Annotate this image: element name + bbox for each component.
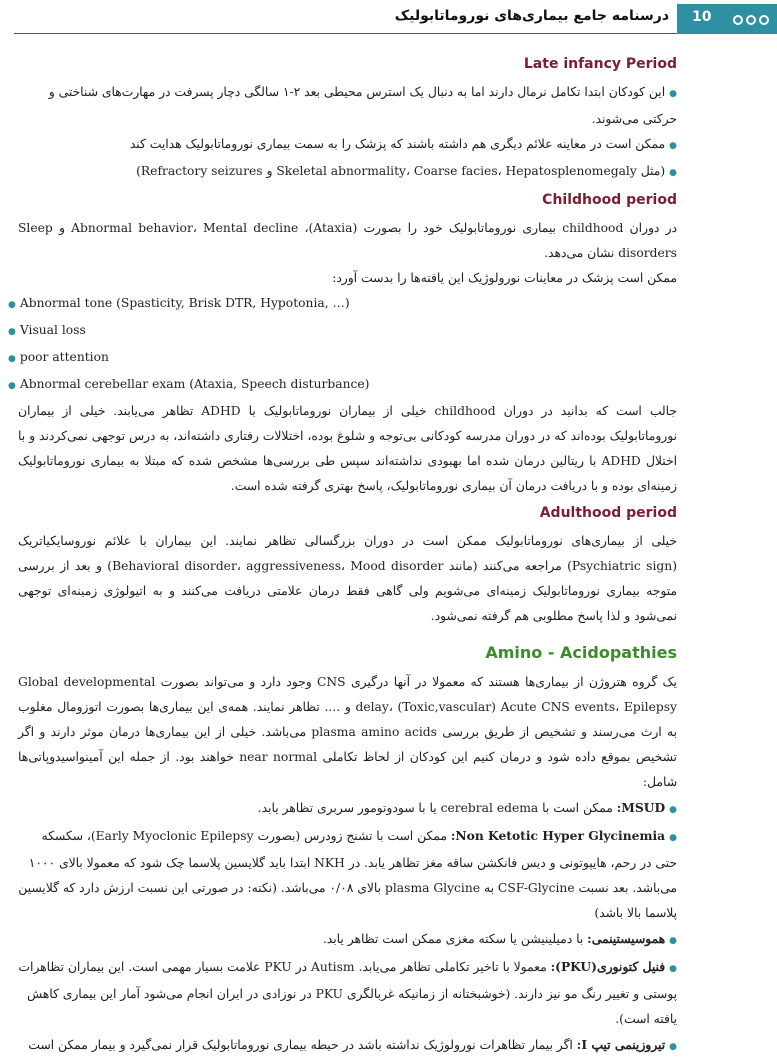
bullet-icon: ● bbox=[669, 89, 677, 99]
list-item: ●هموسیستینمی: با دمیلینیشن یا سکته مغزی ممکن است تظاهر یابد. bbox=[322, 931, 677, 946]
list-item: ●ممکن است در معاینه علائم دیگری هم داشته باشند که پزشک را به سمت بیماری نوروماتابولیک هدایت کند bbox=[129, 137, 677, 151]
paragraph: در دوران childhood بیماری نوروماتابولیک خود را بصورت (Ataxia)، Abnormal behavior، Mental decline و Sleep disorders نشان می‌دهد. bbox=[18, 221, 677, 260]
list-item: ●فنیل کتونوری(PKU): معمولا با تاخیر تکاملی تظاهر می‌یابد. Autism در PKU علامت بسیار مهمی است. این بیماران تظاهرات پوستی و تغییر رنگ مو نیز دارند. (خوشبختانه از زمانیکه غربالگری PKU در نوزادی در ایران انجام می‌شود آمار این بیماری کاهش یافته است). bbox=[18, 959, 677, 1026]
paragraph: جالب است که بدانید در دوران childhood خیلی از بیماران نوروماتابولیک با ADHD تظاهر می‌یابند. خیلی از بیماران نوروماتابولیک بوده‌اند که در دوران مدرسه کودکانی بی‌توجه و شلوغ بوده، اختلالات رفتاری داشته‌اند، به درس توجهی نمی‌کردند و با اختلال ADHD با ریتالین درمان شده اما بهبودی نداشته‌اند سپس طی بررسی‌ها مشخص شده که مبتلا به بیماری نوروماتابولیک زمینه‌ای بوده و با دریافت درمان آن بیماری نوروماتابولیک، پاسخ بهتری گرفته شده است. bbox=[18, 404, 677, 493]
list-item: ●این کودکان ابتدا تکامل نرمال دارند اما به دنبال یک استرس محیطی بعد ۲-۱ سالگی دچار پسرفت در مهارت‌های شناختی و حرکتی می‌شوند. bbox=[48, 85, 677, 126]
list-item: ●Non Ketotic Hyper Glycinemia: ممکن است با تشنج زودرس (بصورت Early Myoclonic Epilepsy)، سکسکه حتی در رحم، هایپوتونی و دیس فانکشن ساقه مغز تظاهر یابد. در NKH ابتدا باید گلایسین پلاسما چک شود که معمولا بالای ۱۰۰۰ می‌باشد. بعد نسبت CSF-Glycine به plasma Glycine بالای ۰/۰۸ می‌باشد. (نکته: در صورتی این نسبت ارزش دارد که گلایسین پلاسما بالا باشد) bbox=[18, 828, 677, 920]
list-item: ● Abnormal tone (Spasticity, Brisk DTR, Hypotonia, …) bbox=[8, 296, 350, 310]
page-content bbox=[8, 50, 678, 1060]
bullet-icon: ● bbox=[669, 168, 677, 178]
decorative-dots-icon bbox=[733, 15, 769, 25]
bullet-icon: ● bbox=[669, 964, 677, 974]
page-number-box bbox=[677, 4, 777, 34]
heading-childhood: Childhood period bbox=[542, 192, 677, 208]
list-item: ● Abnormal cerebellar exam (Ataxia, Speech disturbance) bbox=[8, 377, 370, 391]
bullet-icon: ● bbox=[669, 833, 677, 843]
bullet-icon: ● bbox=[8, 300, 16, 310]
heading-late-infancy: Late infancy Period bbox=[523, 56, 677, 72]
bullet-icon: ● bbox=[669, 805, 677, 815]
header-rule bbox=[14, 33, 677, 34]
bullet-icon: ● bbox=[8, 327, 16, 337]
paragraph: یک گروه هتروژن از بیماری‌ها هستند که معمولا در آنها درگیری CNS وجود دارد و می‌تواند بصورت Global developmental delay، (Toxic,vascular) Acute CNS events، Epilepsy و .... تظاهر نمایند. همه‌ی این بیماری‌ها بصورت اتوزومال مغلوب به ارث می‌رسند و تشخیص از طریق بررسی plasma amino acids می‌باشد. خیلی از این بیماری‌ها درمان موثر دارند و اگر تشخیص بموقع داده شود و درمان کنیم این کودکان از لحاظ تکاملی near normal خواهند بود. از جمله این آمینواسیدوپاتی‌ها شامل: bbox=[18, 675, 678, 789]
list-item: ●(مثل Skeletal abnormality، Coarse facies، Hepatosplenomegaly و Refractory seizures) bbox=[136, 164, 677, 178]
page-header bbox=[0, 0, 777, 36]
paragraph: خیلی از بیماری‌های نوروماتابولیک ممکن است در دوران بزرگسالی تظاهر نمایند. این بیماران با علائم نوروسایکیاتریک (Psychiatric sign) مراجعه می‌کنند (مانند Behavioral disorder، aggressiveness، Mood disorder) و بعد از بررسی متوجه بیماری نوروماتابولیک زمینه‌ای می‌شویم ولی گاهی فقط درمان علامتی دریافت می‌کنند و به اتیولوژی زمینه‌ای توجهی نمی‌شود و لذا پاسخ مطلوبی هم گرفته نمی‌شود. bbox=[18, 534, 677, 623]
bullet-icon: ● bbox=[8, 381, 16, 391]
list-item: ● poor attention bbox=[8, 350, 109, 364]
list-item: ● Visual loss bbox=[8, 323, 86, 337]
bullet-icon: ● bbox=[669, 141, 677, 151]
bullet-icon: ● bbox=[669, 936, 677, 946]
heading-amino-acidopathies: Amino - Acidopathies bbox=[485, 643, 677, 662]
page-number: 10 bbox=[692, 9, 712, 25]
bullet-icon: ● bbox=[8, 354, 16, 364]
paragraph: ممکن است پزشک در معاینات نورولوژیک این یافته‌ها را بدست آورد: bbox=[332, 271, 677, 285]
list-item: ●MSUD: ممکن است با cerebral edema یا با سودوتومور سربری تظاهر یابد. bbox=[257, 800, 677, 815]
bullet-icon: ● bbox=[669, 1042, 677, 1052]
heading-adulthood: Adulthood period bbox=[539, 505, 677, 521]
list-item: ●تیروزینمی تیپ I: اگر بیمار تظاهرات نورولوژیک نداشته باشد در حیطه بیماری نوروماتابولیک قرار نمی‌گیرد و بیمار ممکن است bbox=[28, 1037, 677, 1052]
book-title: درسنامه جامع بیماری‌های نوروماتابولیک bbox=[394, 8, 669, 24]
